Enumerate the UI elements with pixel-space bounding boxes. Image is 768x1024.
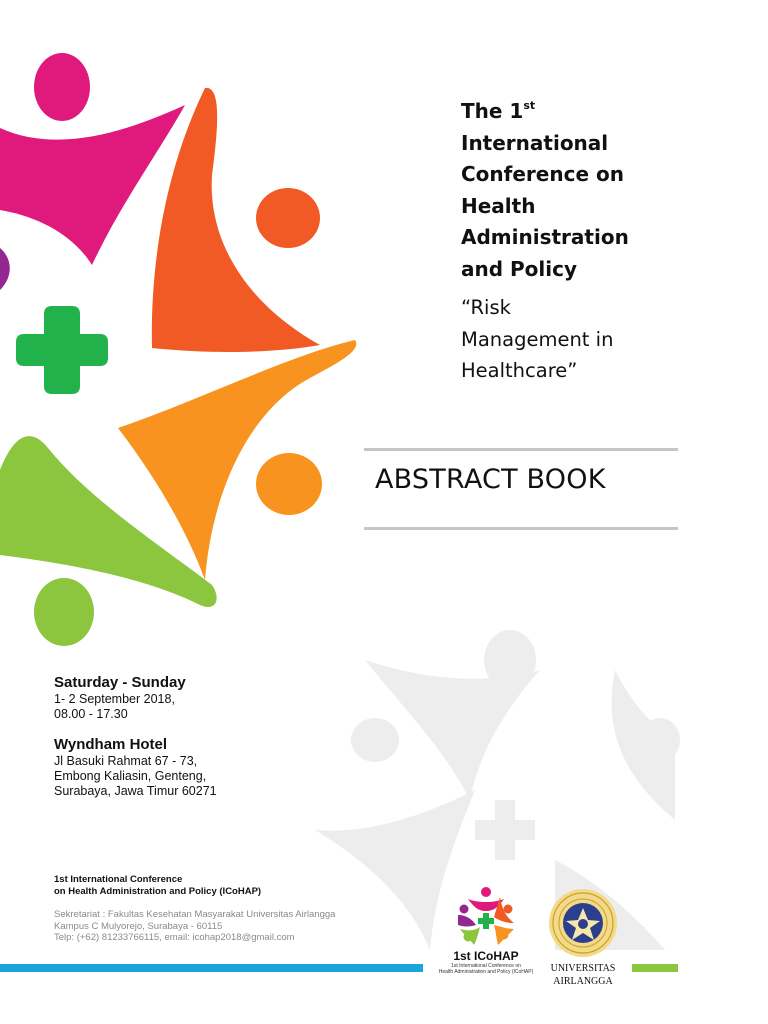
theme-line-3: Healthcare” <box>461 359 578 382</box>
footer-contact <box>54 909 335 944</box>
conference-title <box>461 96 661 285</box>
venue-heading: Wyndham Hotel <box>54 736 168 753</box>
title-line-1: The 1st <box>461 99 536 123</box>
theme-line-2: Management in <box>461 327 614 351</box>
university-name <box>548 962 618 988</box>
footer-bar-green <box>632 964 678 972</box>
footer-title-line-2: on Health Administration and Policy (ICoHAP) <box>54 886 262 897</box>
figures-artwork <box>0 0 365 650</box>
footer-bar-blue <box>0 964 423 972</box>
magenta-body <box>0 105 185 265</box>
title-line-3: Conference on <box>461 162 624 186</box>
purple-shape <box>0 248 10 290</box>
icohap-logo-name: 1st ICoHAP <box>453 949 519 963</box>
title-line-2: International <box>461 130 609 155</box>
lime-head <box>34 578 94 646</box>
green-cross <box>16 306 108 394</box>
divider-bottom <box>364 527 678 530</box>
title-line-6: and Policy <box>461 256 578 281</box>
event-date-block <box>54 673 186 722</box>
abstract-book-title: ABSTRACT BOOK <box>375 464 606 495</box>
university-name-line-2: AIRLANGGA <box>553 976 613 987</box>
divider-top <box>364 448 678 451</box>
icohap-logo-subtitle-2: Health Administration and Policy (ICoHAP) <box>438 969 534 975</box>
orange-red-head <box>256 188 320 248</box>
university-name-line-1: UNIVERSITAS <box>550 963 616 974</box>
secretariat-line: Sekretariat : Fakultas Kesehatan Masyarakat Universitas Airlangga <box>54 909 336 920</box>
address-line-1: Jl Basuki Rahmat 67 - 73, <box>54 754 198 768</box>
orange-head <box>256 453 322 515</box>
icohap-logo <box>438 885 534 975</box>
event-venue-block <box>54 735 217 799</box>
icohap-logo-subtitle-1: 1st International Conference on <box>451 963 521 969</box>
footer-organizer <box>54 874 261 898</box>
time-line: 08.00 - 17.30 <box>54 707 128 721</box>
date-line: 1- 2 September 2018, <box>54 692 175 706</box>
theme-line-1: “Risk <box>461 296 511 319</box>
conference-theme <box>461 292 661 387</box>
title-line-4: Health <box>461 193 536 218</box>
address-line-2: Embong Kaliasin, Genteng, <box>54 769 207 783</box>
magenta-head <box>34 53 90 121</box>
university-seal <box>548 888 618 958</box>
campus-line: Kampus C Mulyorejo, Surabaya - 60115 <box>54 920 223 932</box>
date-heading: Saturday - Sunday <box>54 674 186 691</box>
footer-title-line-1: 1st International Conference <box>54 874 183 885</box>
address-line-3: Surabaya, Jawa Timur 60271 <box>54 784 217 798</box>
title-line-5: Administration <box>461 225 629 249</box>
phone-email-line: Telp: (+62) 81233766115, email: icohap2018@gmail.com <box>54 932 295 943</box>
icohap-logo-mark <box>456 885 516 947</box>
ordinal-suffix: st <box>523 99 536 112</box>
